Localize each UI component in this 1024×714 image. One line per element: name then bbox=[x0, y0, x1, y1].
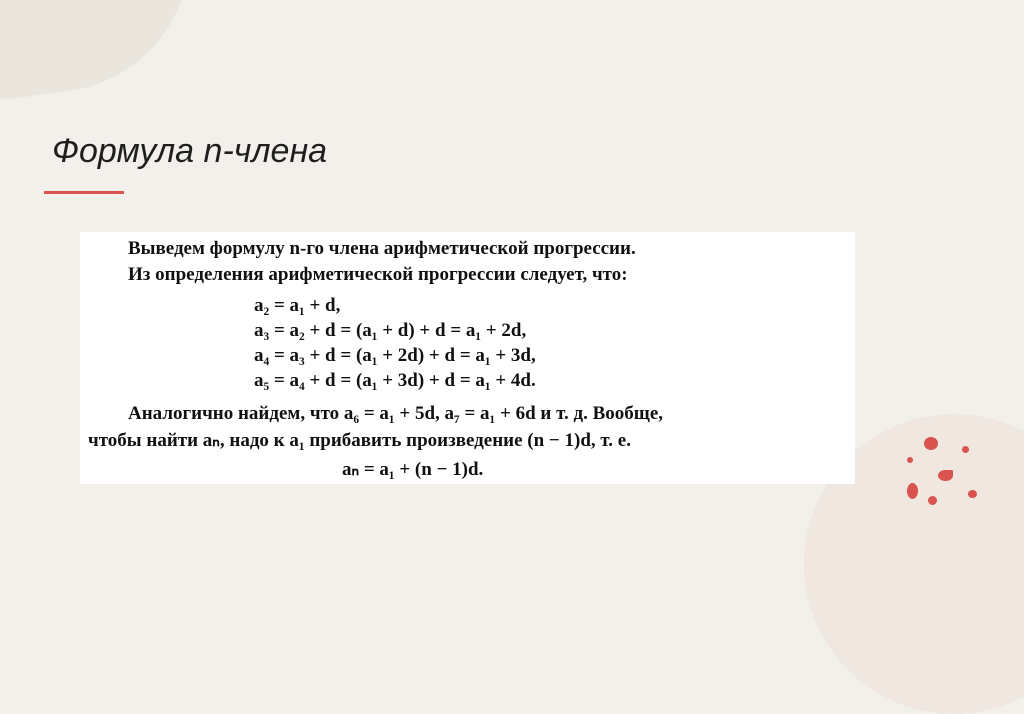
formula-a3: a₃ = a₂ + d = (a₁ + d) + d = a₁ + 2d, bbox=[254, 320, 527, 341]
decorative-blob-top-left bbox=[0, 0, 208, 107]
decorative-dot bbox=[907, 483, 918, 499]
intro-line-1: Выведем формулу n-го члена арифметической прогрессии. bbox=[128, 238, 636, 259]
conclusion-line-1: Аналогично найдем, что a₆ = a₁ + 5d, a₇ = a₁ + 6d и т. д. Вообще, bbox=[128, 403, 663, 424]
decorative-dot bbox=[907, 457, 913, 463]
conclusion-line-2: чтобы найти aₙ, надо к a₁ прибавить произведение (n − 1)d, т. е. bbox=[88, 430, 631, 451]
decorative-dot bbox=[924, 437, 938, 450]
decorative-dot bbox=[962, 446, 969, 453]
formula-a5: a₅ = a₄ + d = (a₁ + 3d) + d = a₁ + 4d. bbox=[254, 370, 536, 391]
decorative-dot bbox=[928, 496, 937, 505]
title-underline bbox=[44, 191, 124, 194]
intro-line-2: Из определения арифметической прогрессии следует, что: bbox=[128, 264, 628, 285]
formula-a2: a₂ = a₁ + d, bbox=[254, 295, 341, 316]
formula-a4: a₄ = a₃ + d = (a₁ + 2d) + d = a₁ + 3d, bbox=[254, 345, 536, 366]
decorative-dot bbox=[968, 490, 977, 498]
final-formula: aₙ = a₁ + (n − 1)d. bbox=[342, 459, 484, 480]
textbook-excerpt-image bbox=[80, 232, 855, 484]
slide-title: Формула n-члена bbox=[52, 132, 328, 170]
decorative-dot bbox=[938, 470, 953, 481]
